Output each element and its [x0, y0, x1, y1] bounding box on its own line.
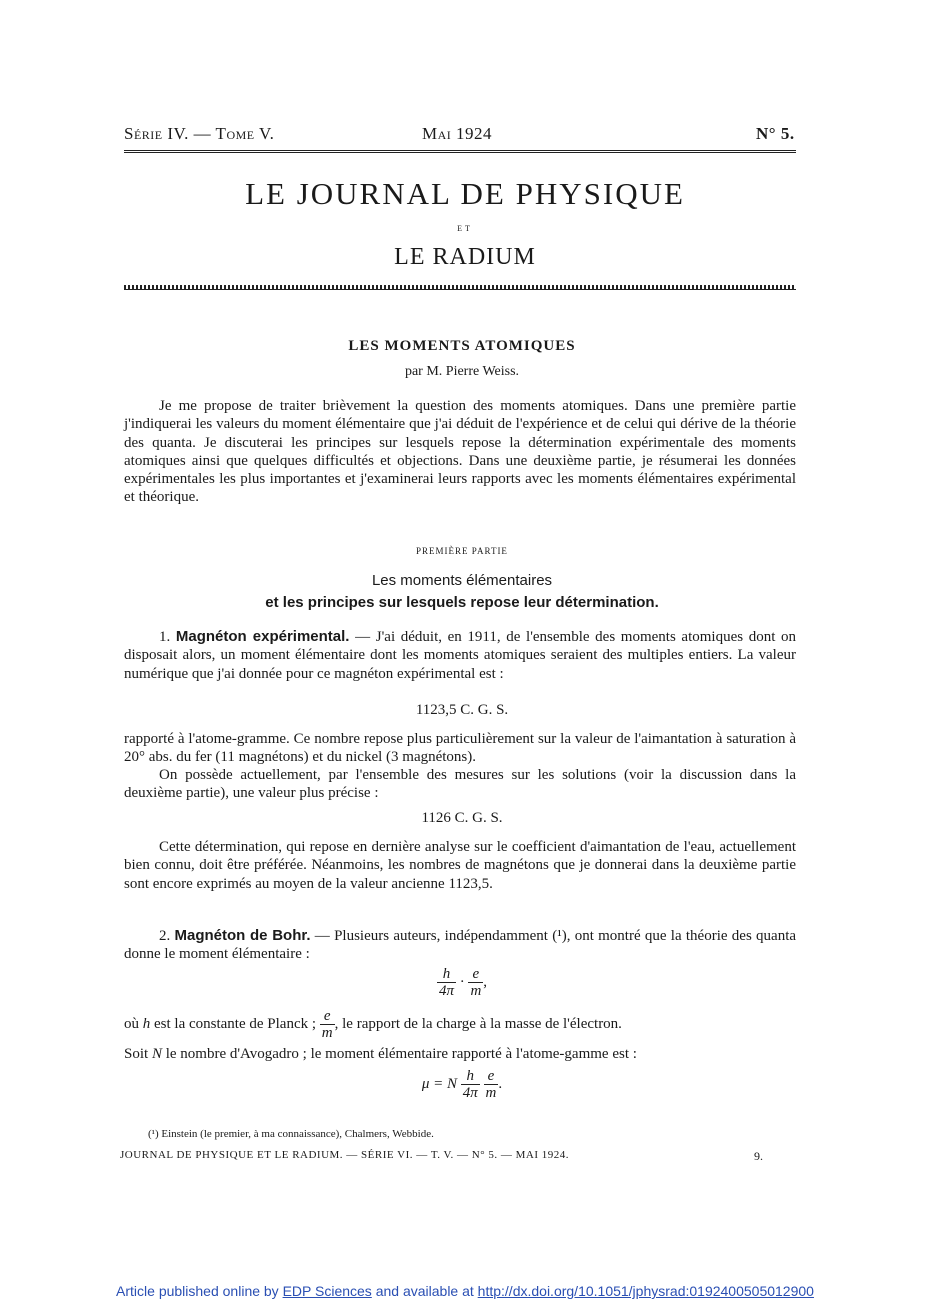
formula2-e: e	[484, 1068, 499, 1085]
section2-text2a: où	[124, 1015, 143, 1032]
intro-paragraph	[124, 397, 796, 507]
header-series: Série IV. — Tome V.	[124, 124, 275, 143]
inline-frac-e: e	[320, 1008, 335, 1025]
atomic-moment-formula: μ = N $\frac{h}{4\pi}$ $\frac{e}{m}$ .	[421, 1068, 503, 1101]
part-title-line2: et les principes sur lesquels repose leur détermination.	[265, 594, 659, 611]
section1-text3: On possède actuellement, par l'ensemble des mesures sur les solutions (voir la discussion dans la deuxième partie), une valeur plus précise :	[124, 767, 796, 802]
section2-text1: — Plusieurs auteurs, indépendamment (¹), ont montré que la théorie des quanta donne le moment élémentaire :	[124, 928, 797, 963]
section1-paragraph2	[124, 730, 796, 767]
section1-heading: Magnéton expérimental.	[175, 628, 350, 645]
formula1-m: m	[470, 983, 482, 999]
journal-subtitle: LE RADIUM	[394, 244, 536, 270]
header-rule	[124, 150, 796, 153]
section1-paragraph4	[124, 838, 796, 893]
formula1-e: e	[468, 966, 483, 983]
section1-paragraph3	[124, 766, 796, 803]
section2-paragraph1	[124, 927, 796, 964]
masthead-rule	[124, 285, 796, 290]
section2-paragraph3	[124, 1045, 796, 1063]
symbol-N: N	[151, 1046, 162, 1062]
intro-text: Je me propose de traiter brièvement la question des moments atomiques. Dans une première partie j'indiquerai les valeurs du moment élémentaire que j'ai déduit de l'expérience et de celui qui dérive de la théorie des quanta. Je discuterai les principes sur lesquels repose la détermination expérimentale des moments atomiques ainsi que quelques difficultés et objections. Dans une deuxième partie, je résumerai les données expérimentales les plus importantes et j'examinerai leurs rapports avec les moments élémentaires expérimental et théorique.	[124, 398, 796, 506]
header-date: Mai 1924	[422, 124, 493, 143]
section1-text2: rapporté à l'atome-gramme. Ce nombre repose plus particulièrement sur la valeur de l'aimantation à saturation à 20° abs. du fer (11 magnétons) et du nickel (3 magnétons).	[124, 731, 796, 766]
article-title: LES MOMENTS ATOMIQUES	[348, 338, 576, 354]
formula2-h: h	[461, 1068, 480, 1085]
publisher-link[interactable]: EDP Sciences	[282, 1283, 372, 1299]
publication-banner	[0, 1283, 930, 1299]
section1-value1: 1123,5 C. G. S.	[415, 702, 509, 718]
formula1-4pi: 4π	[438, 983, 454, 999]
page-number: 9.	[754, 1149, 763, 1163]
journal-title: LE JOURNAL DE PHYSIQUE	[245, 176, 685, 211]
section2-text2c: , le rapport de la charge à la masse de l'électron.	[334, 1015, 622, 1032]
section2-heading: Magnéton de Bohr.	[174, 927, 311, 944]
page-footer: JOURNAL DE PHYSIQUE ET LE RADIUM. — SÉRIE VI. — T. V. — N° 5. — MAI 1924.	[120, 1149, 570, 1161]
formula1-h: h	[437, 966, 456, 983]
section2-text3b: le nombre d'Avogadro ; le moment élémentaire rapporté à l'atome-gamme est :	[161, 1046, 637, 1062]
header-issue-number: N° 5.	[756, 124, 795, 143]
symbol-h: h	[142, 1015, 151, 1032]
section2-text3a: Soit	[124, 1046, 152, 1062]
bohr-magneton-formula: $\frac{h}{4\pi}$ · $\frac{e}{m}$ ,	[438, 966, 488, 999]
section1-text4: Cette détermination, qui repose en dernière analyse sur le coefficient d'aimantation de l'eau, actuellement bien connu, doit être préférée. Néanmoins, les nombres de magnétons que je donnerai dans la deuxième partie sont encore exprimés au moyen de la valeur ancienne 1123,5.	[124, 839, 796, 892]
formula2-mu: μ = N	[421, 1076, 458, 1092]
section2-number: 2.	[159, 928, 171, 944]
inline-frac-m: m	[321, 1025, 333, 1041]
section1-value2: 1126 C. G. S.	[421, 810, 503, 826]
section1-paragraph1	[124, 628, 796, 683]
section2-text2b: est la constante de Planck ;	[150, 1015, 320, 1032]
section2-paragraph2	[124, 1008, 796, 1041]
formula2-4pi: 4π	[462, 1085, 478, 1101]
formula2-m: m	[485, 1085, 497, 1101]
section1-text1: — J'ai déduit, en 1911, de l'ensemble des moments atomiques dont on disposait alors, un moment élémentaire dont les moments atomiques seraient des multiples entiers. La valeur numérique que j'ai donnée pour ce magnéton expérimental est :	[124, 629, 797, 682]
doi-link[interactable]: http://dx.doi.org/10.1051/jphysrad:0192400505012900	[477, 1283, 814, 1299]
section1-number: 1.	[159, 629, 171, 645]
banner-middle: and available at	[371, 1283, 478, 1299]
journal-title-et: ET	[457, 224, 473, 233]
part-label: PREMIÈRE PARTIE	[416, 546, 508, 556]
banner-prefix: Article published online by	[116, 1283, 283, 1299]
part-title-line1: Les moments élémentaires	[371, 572, 553, 589]
article-author: par M. Pierre Weiss.	[404, 364, 520, 379]
footnote: (¹) Einstein (le premier, à ma connaissance), Chalmers, Webbide.	[148, 1128, 434, 1140]
